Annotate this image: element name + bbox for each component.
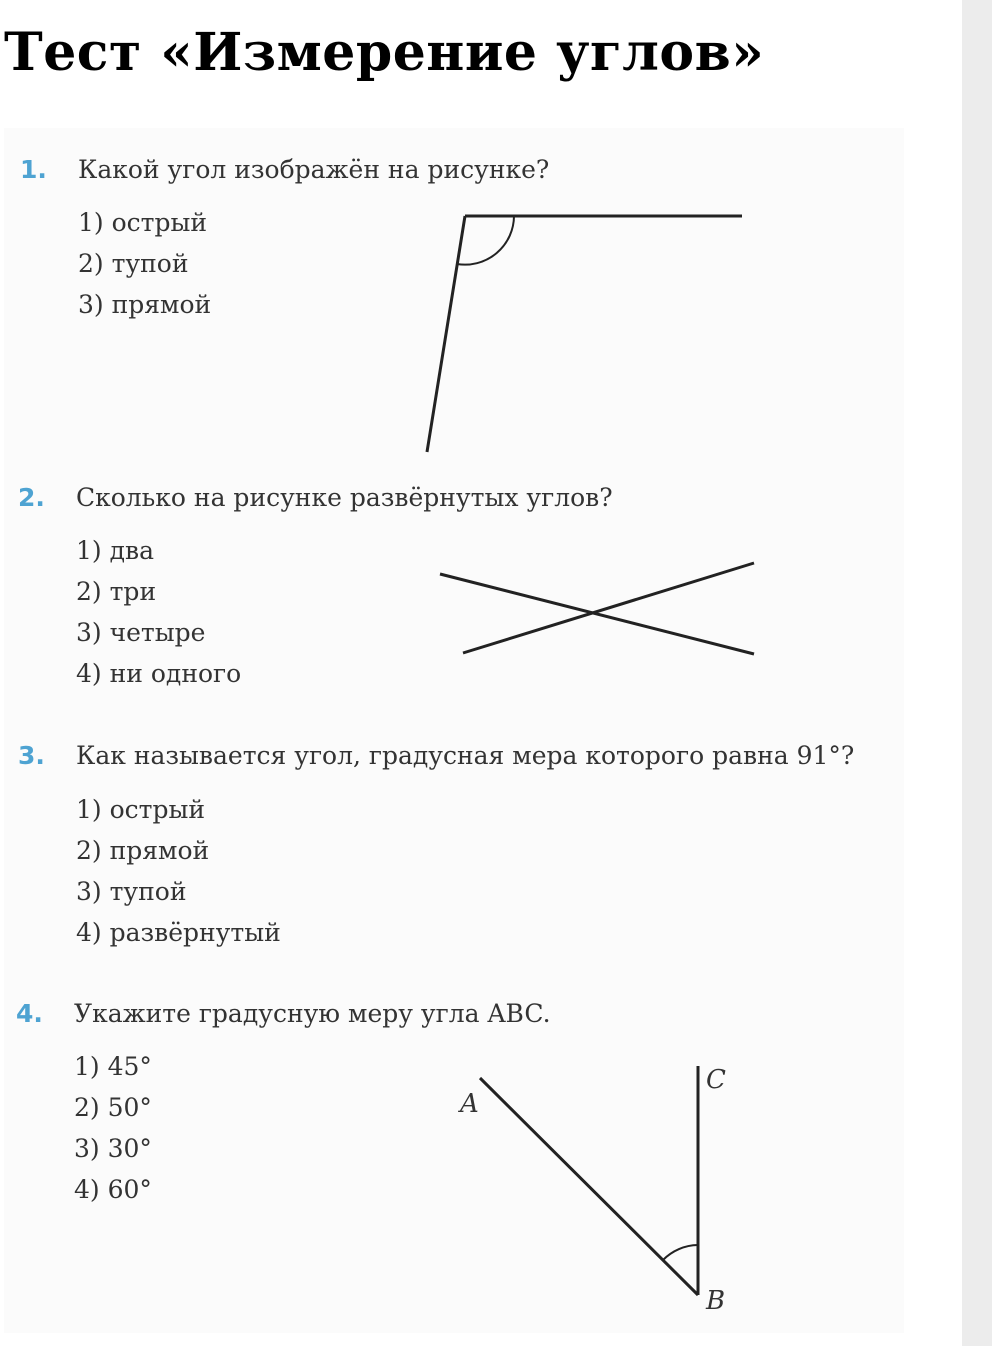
point-label-b: B [706,1286,726,1316]
line-two [463,563,754,653]
answer-option[interactable]: 2) 50° [74,1093,152,1122]
answer-option[interactable]: 2) три [76,577,157,606]
question-number: 1. [20,155,47,184]
answer-option[interactable]: 4) развёрнутый [76,918,281,947]
angle-arc [663,1245,698,1260]
page-title: Тест «Измерение углов» [4,22,765,83]
point-label-a: A [460,1089,479,1119]
answer-option[interactable]: 4) 60° [74,1175,152,1204]
question-number: 3. [18,741,45,770]
answer-option[interactable]: 1) 45° [74,1052,152,1081]
ray-slanted [427,216,465,452]
answer-option[interactable]: 1) два [76,536,154,565]
question-text: Какой угол изображён на рисунке? [78,155,550,184]
question-text: Сколько на рисунке развёрнутых углов? [76,483,613,512]
answer-option[interactable]: 3) тупой [76,877,187,906]
answer-option[interactable]: 1) острый [76,795,206,824]
answer-option[interactable]: 2) прямой [76,836,210,865]
answer-option[interactable]: 2) тупой [78,249,189,278]
point-label-c: C [706,1065,726,1095]
obtuse-angle-figure [427,216,742,452]
angle-abc-figure [458,1065,726,1316]
answer-option[interactable]: 1) острый [78,208,208,237]
question-text: Как называется угол, градусная мера которого равна 91°? [76,741,855,770]
answer-option[interactable]: 3) 30° [74,1134,152,1163]
answer-option[interactable]: 3) прямой [78,290,212,319]
ray-ba [480,1078,698,1295]
answer-option[interactable]: 4) ни одного [76,659,242,688]
question-text: Укажите градусную меру угла ABC. [74,999,551,1028]
answer-option[interactable]: 3) четыре [76,618,206,647]
question-number: 4. [16,999,43,1028]
angle-arc [457,216,514,265]
intersecting-lines-figure [440,563,754,654]
question-number: 2. [18,483,45,512]
line-one [440,574,754,654]
